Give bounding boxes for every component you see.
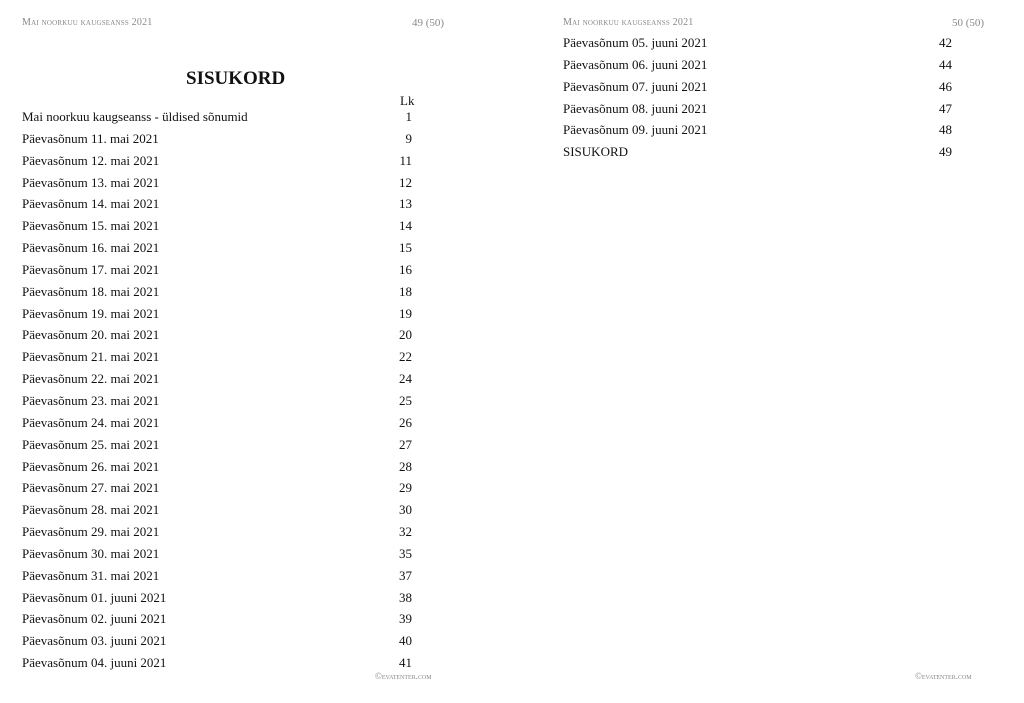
toc-entry-page: 44: [939, 56, 952, 72]
toc-entry-page: 18: [399, 283, 412, 299]
toc-entry-page: 35: [399, 545, 412, 561]
toc-entry-title: Päevasõnum 26. mai 2021: [22, 458, 160, 474]
toc-entry-page: 16: [399, 261, 412, 277]
toc-entry-title: Päevasõnum 06. juuni 2021: [563, 56, 708, 72]
toc-entry-title: Päevasõnum 03. juuni 2021: [22, 633, 167, 649]
toc-entry-page: 40: [399, 633, 412, 649]
toc-entry-title: Päevasõnum 16. mai 2021: [22, 240, 160, 256]
toc-entry-page: 39: [399, 611, 412, 627]
toc-entry-page: 27: [399, 436, 412, 452]
toc-entry-page: 26: [399, 414, 412, 430]
toc-entry-title: Päevasõnum 25. mai 2021: [22, 436, 160, 452]
toc-entry-page: 20: [399, 327, 412, 343]
toc-entry-page: 46: [939, 78, 952, 94]
toc-entry-title: Päevasõnum 04. juuni 2021: [22, 655, 167, 671]
toc-entry-page: 22: [399, 349, 412, 365]
toc-entry-title: Päevasõnum 12. mai 2021: [22, 152, 160, 168]
footer-right: ©evatenter.com: [915, 671, 972, 681]
toc-entry-title: Päevasõnum 15. mai 2021: [22, 218, 160, 234]
running-header-left: Mai noorkuu kaugseanss 2021: [22, 17, 153, 28]
page-number-left: 49 (50): [412, 17, 445, 29]
toc-entry-page: 29: [399, 480, 412, 496]
toc-entry-title: SISUKORD: [563, 144, 629, 160]
toc-entry-page: 42: [939, 35, 952, 50]
toc-entry-title: Päevasõnum 02. juuni 2021: [22, 611, 167, 627]
page-column-header: Lk: [400, 93, 415, 108]
toc-entry-title: Päevasõnum 31. mai 2021: [22, 567, 160, 583]
toc-entry-title: Päevasõnum 21. mai 2021: [22, 349, 160, 365]
toc-entry-title: Päevasõnum 14. mai 2021: [22, 196, 160, 212]
toc-entry-page: 15: [399, 240, 412, 256]
toc-entry-page: 37: [399, 567, 412, 583]
toc-entry-page: 13: [399, 196, 412, 212]
toc-entry-page: 30: [399, 502, 412, 518]
toc-entry-page: 1: [405, 109, 412, 124]
toc-entry-title: Päevasõnum 08. juuni 2021: [563, 100, 708, 116]
toc-entry-title: Päevasõnum 22. mai 2021: [22, 371, 160, 387]
toc-entry-page: 48: [939, 122, 952, 138]
toc-entry-title: Päevasõnum 05. juuni 2021: [563, 35, 708, 50]
toc-entry-title: Päevasõnum 17. mai 2021: [22, 261, 160, 277]
footer-left: ©evatenter.com: [375, 671, 432, 681]
toc-entry-page: 9: [405, 130, 412, 146]
toc-entry-title: Päevasõnum 24. mai 2021: [22, 414, 160, 430]
toc-entry-page: 41: [399, 655, 412, 671]
toc-entry-title: Mai noorkuu kaugseanss - üldised sõnumid: [22, 109, 248, 124]
toc-entry-page: 38: [399, 589, 412, 605]
toc-entry-title: Päevasõnum 20. mai 2021: [22, 327, 160, 343]
toc-entry-page: 19: [399, 305, 412, 321]
toc-entry-title: Päevasõnum 30. mai 2021: [22, 545, 160, 561]
toc-entry-title: Päevasõnum 07. juuni 2021: [563, 78, 708, 94]
toc-entry-title: Päevasõnum 13. mai 2021: [22, 174, 160, 190]
toc-entry-page: 28: [399, 458, 412, 474]
toc-entry-page: 25: [399, 392, 412, 408]
toc-entry-title: Päevasõnum 27. mai 2021: [22, 480, 160, 496]
toc-entry-title: Päevasõnum 18. mai 2021: [22, 283, 160, 299]
toc-entry-title: Päevasõnum 28. mai 2021: [22, 502, 160, 518]
toc-entry-title: Päevasõnum 11. mai 2021: [22, 130, 159, 146]
toc-entry-title: Päevasõnum 19. mai 2021: [22, 305, 160, 321]
page-title: SISUKORD: [186, 68, 286, 89]
toc-entry-page: 47: [939, 100, 952, 116]
toc-entry-page: 11: [399, 152, 412, 168]
toc-entry-page: 24: [399, 371, 412, 387]
toc-entry-page: 12: [399, 174, 412, 190]
toc-entry-page: 49: [939, 144, 952, 160]
toc-entry-title: Päevasõnum 23. mai 2021: [22, 392, 160, 408]
toc-entry-title: Päevasõnum 09. juuni 2021: [563, 122, 708, 138]
toc-entry-page: 32: [399, 524, 412, 540]
toc-entry-title: Päevasõnum 01. juuni 2021: [22, 589, 167, 605]
toc-entry-title: Päevasõnum 29. mai 2021: [22, 524, 160, 540]
toc-entry-page: 14: [399, 218, 412, 234]
page-number-right: 50 (50): [952, 17, 985, 29]
running-header-right: Mai noorkuu kaugseanss 2021: [563, 17, 694, 28]
